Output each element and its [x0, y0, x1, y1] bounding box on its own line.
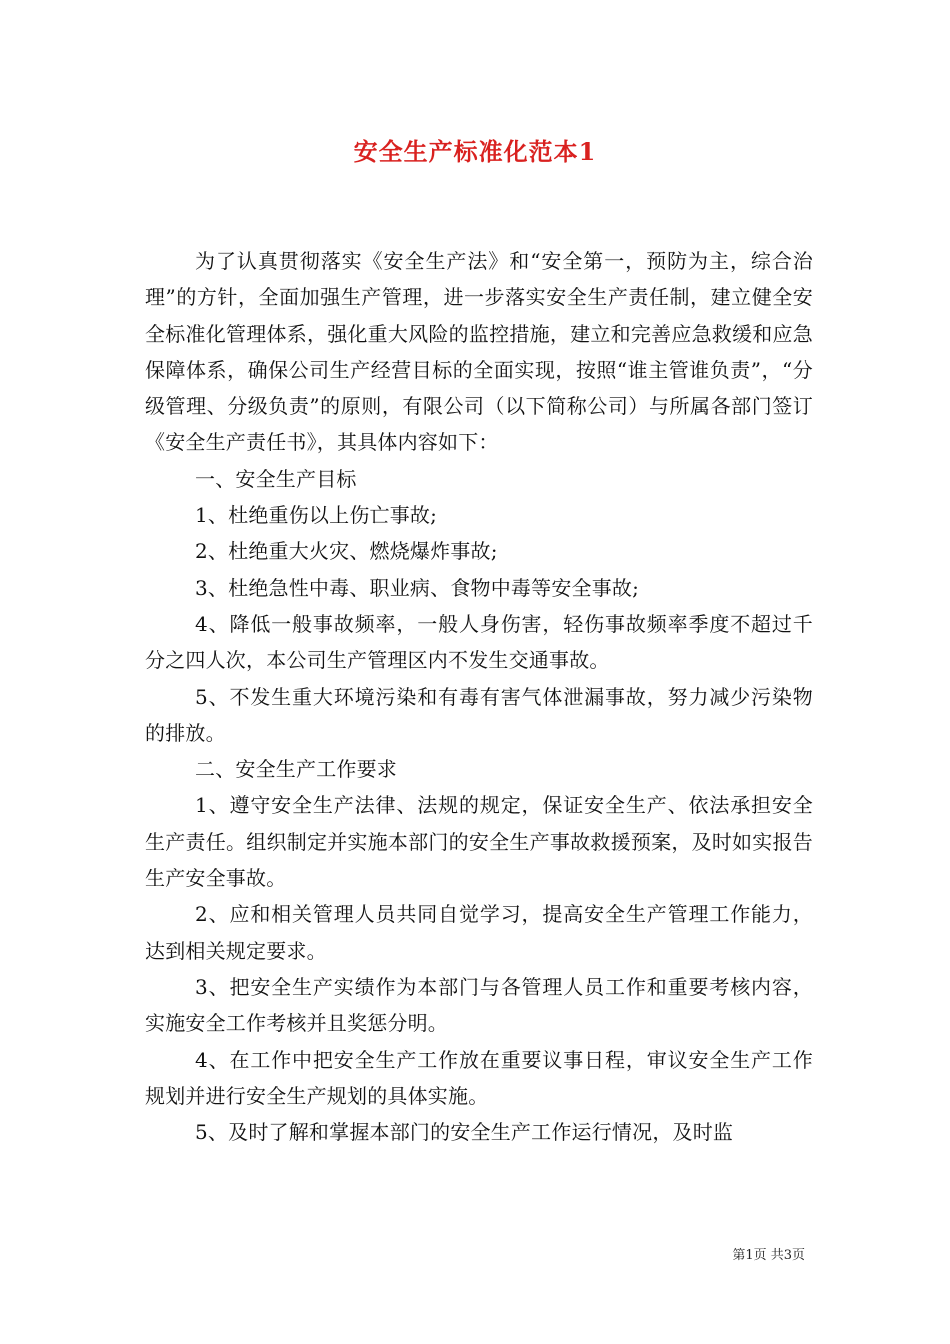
list-item: 5、及时了解和掌握本部门的安全生产工作运行情况，及时监 [195, 1120, 734, 1145]
list-item: 2、应和相关管理人员共同自觉学习，提高安全生产管理工作能力，达到相关规定要求。 [145, 902, 813, 963]
document-body [145, 243, 813, 1150]
list-item: 5、不发生重大环境污染和有毒有害气体泄漏事故，努力减少污染物的排放。 [145, 684, 813, 745]
section-heading-2: 二、安全生产工作要求 [195, 757, 397, 782]
list-item: 3、把安全生产实绩作为本部门与各管理人员工作和重要考核内容，实施安全工作考核并且奖惩分明。 [145, 974, 813, 1036]
section-heading-1: 一、安全生产目标 [195, 466, 357, 491]
list-item: 3、杜绝急性中毒、职业病、食物中毒等安全事故; [195, 575, 640, 600]
intro-paragraph: 为了认真贯彻落实《安全生产法》和“安全第一，预防为主，综合治理”的方针，全面加强生产管理，进一步落实安全生产责任制，建立健全安全标准化管理体系，强化重大风险的监控措施，建立和完善应急救缓和应急保障体系，确保公司生产经营目标的全面实现，按照“谁主管谁负责”，“分级管理、分级负责”的原则，有限公司（以下简称公司）与所属各部门签订《安全生产责任书》，其具体内容如下： [145, 249, 813, 455]
list-item: 4、在工作中把安全生产工作放在重要议事日程，审议安全生产工作规划并进行安全生产规划的具体实施。 [145, 1047, 813, 1108]
page-number: 第1页 共3页 [732, 1248, 805, 1263]
list-item: 2、杜绝重大火灾、燃烧爆炸事故; [195, 539, 498, 564]
list-item: 4、降低一般事故频率，一般人身伤害，轻伤事故频率季度不超过千分之四人次，本公司生产管理区内不发生交通事故。 [145, 611, 813, 673]
document-title: 安全生产标准化范本1 [353, 137, 597, 166]
list-item: 1、杜绝重伤以上伤亡事故; [195, 503, 438, 528]
list-item: 1、遵守安全生产法律、法规的规定，保证安全生产、依法承担安全生产责任。组织制定并实施本部门的安全生产事故救援预案，及时如实报告生产安全事故。 [145, 793, 813, 891]
